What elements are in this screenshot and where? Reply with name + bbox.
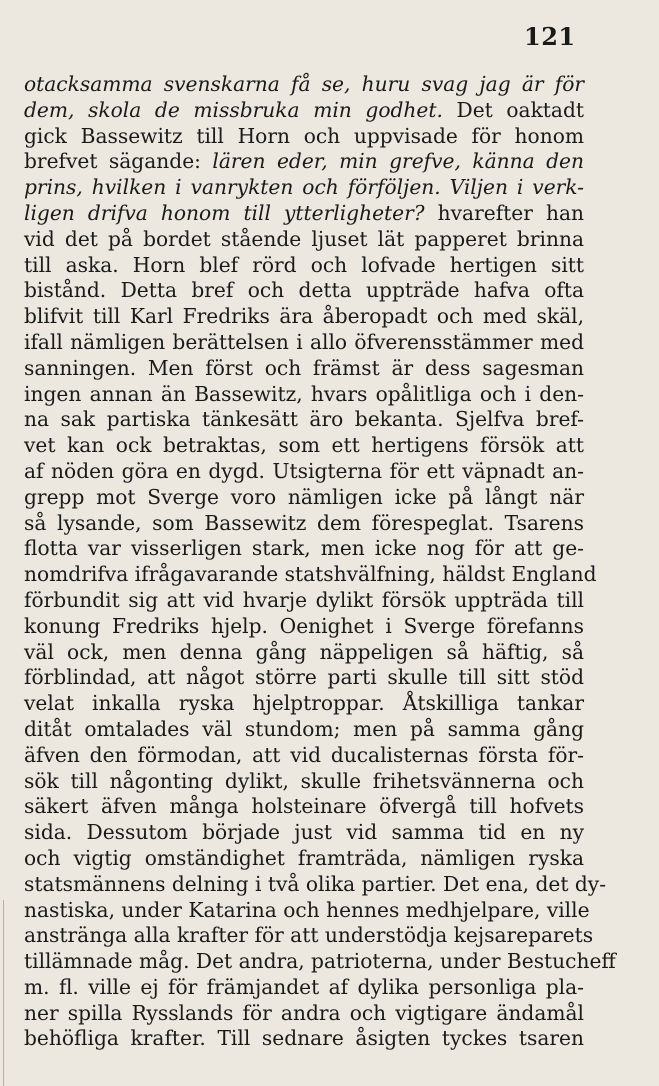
text-segment: nastiska, under Katarina och hennes medhjelpare, ville [24,897,590,922]
text-segment: och vigtig omständighet framträda, nämligen ryska [24,845,584,870]
italic-text: ligen drifva honom till ytterligheter? [24,200,425,225]
text-segment: förbundit sig att vid hvarje dylikt försök uppträda till [24,587,584,612]
text-segment: blifvit till Karl Fredriks ära åberopadt och med skäl, [24,304,584,329]
text-segment: sanningen. Men först och främst är dess sagesman [24,355,584,380]
text-line [24,717,584,743]
text-segment: ingen annan än Bassewitz, hvars opålitliga och i den- [24,381,584,406]
text-line [24,98,584,124]
text-line [24,923,594,949]
text-line [24,485,584,511]
italic-text: prins, hvilken i vanrykten och förföljen. Viljen i verk- [24,175,584,200]
text-segment: af nöden göra en dygd. Utsigterna för ett väpnadt an- [24,458,584,483]
text-segment: så lysande, som Bassewitz dem förespeglat. Tsarens [24,510,584,535]
text-line [24,330,584,356]
text-line [24,846,584,872]
text-segment: velat inkalla ryska hjelptroppar. Åtskilliga tankar [24,691,584,716]
text-line [24,897,590,924]
text-line [24,382,584,408]
italic-text: otacksamma svenskarna få se, huru svag jag är för [24,72,584,96]
text-segment: m. fl. ville ej för främjandet af dylika personliga pla- [24,974,584,999]
text-line [24,743,584,769]
page-edge-line [3,900,4,1086]
italic-text: lären eder, min grefve, känna den [212,149,584,174]
text-line [24,769,584,795]
text-line [24,227,584,253]
text-segment: behöfliga krafter. Till sednare åsigten tyckes tsaren [24,1026,584,1051]
text-segment: sök till någonting dylikt, skulle frihetsvännerna och [24,768,584,793]
text-line [24,562,597,588]
text-segment: tillämnade måg. Det andra, patrioterna, under Bestucheff [24,949,616,974]
text-line [24,201,584,227]
text-line [24,665,584,691]
italic-text: dem, skola de missbruka min godhet. [24,97,443,122]
text-line [24,433,584,459]
text-segment: statsmännens delning i två olika partier. Det ena, det dy- [24,871,607,896]
text-line [24,72,584,98]
text-line [24,794,584,820]
text-segment: ditåt omtalades väl stundom; men på samma gång [24,716,584,741]
text-segment: förblindad, att något större parti skulle till sitt stöd [24,665,584,690]
text-segment: väl ock, men denna gång näppeligen så häftig, så [24,639,584,664]
text-line [24,536,584,562]
text-line [24,691,584,717]
text-line [24,124,584,150]
text-line [24,407,584,433]
text-line [24,175,584,201]
text-segment: ner spilla Rysslands för andra och vigtigare ändamål [24,1000,584,1025]
text-segment: anstränga alla krafter för att understödja kejsareparets [24,923,594,948]
text-line [24,614,584,640]
text-segment: flotta var visserligen stark, men icke nog för att ge- [24,536,584,561]
text-line [24,253,584,279]
text-line [24,149,584,175]
text-segment: äfven den förmodan, att vid ducalisternas första för- [24,742,584,767]
text-line [24,949,616,975]
text-segment: vet kan ock betraktas, som ett hertigens försök att [24,433,584,458]
text-segment: ifall nämligen berättelsen i allo öfverensstämmer med [24,329,584,354]
text-line [24,588,584,614]
text-line [24,278,584,304]
text-segment: brefvet sägande: [24,149,213,174]
text-segment: sida. Dessutom började just vid samma tid en ny [24,820,584,845]
text-segment: vid det på bordet stående ljuset lät papperet brinna [24,226,584,251]
text-line [24,1026,584,1052]
text-segment: nomdrifva ifrågavarande statshvälfning, häldst England [24,562,597,587]
text-segment: bistånd. Detta bref och detta uppträde hafva ofta [24,278,584,303]
text-line [24,640,584,666]
text-line [24,1001,584,1027]
text-segment: gick Bassewitz till Horn och uppvisade för honom [24,123,584,148]
text-segment: konung Fredriks hjelp. Oenighet i Sverge förefanns [24,613,584,638]
text-line [24,459,584,485]
text-segment: Det oaktadt [442,97,584,122]
text-line [24,356,584,382]
text-line [24,820,584,846]
body-text [24,72,616,1052]
text-segment: grepp mot Sverge voro nämligen icke på långt när [24,484,584,509]
page-number: 121 [524,22,576,51]
text-segment: na sak partiska tänkesätt äro bekanta. Sjelfva bref- [24,407,584,432]
text-line [24,304,584,330]
text-segment: säkert äfven många holsteinare öfvergå till hofvets [24,794,584,819]
text-line [24,871,607,898]
text-line [24,975,584,1001]
text-line [24,511,584,537]
text-segment: hvarefter han [424,200,584,225]
text-segment: till aska. Horn blef rörd och lofvade hertigen sitt [24,252,584,277]
